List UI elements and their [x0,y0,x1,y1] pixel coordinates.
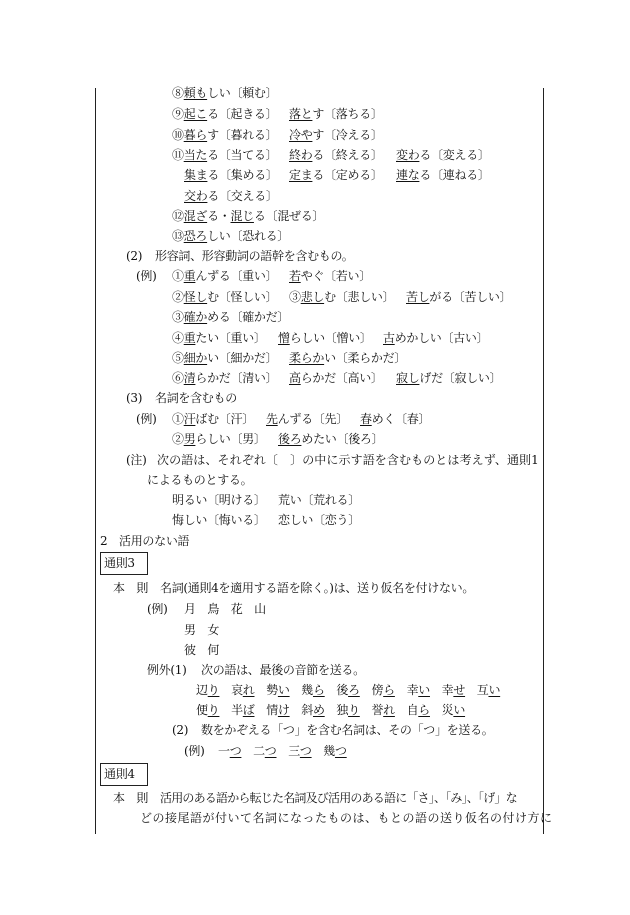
text-segment: ⑪ [172,148,184,162]
example-item [396,167,490,183]
underlined-segment: れ [383,703,395,717]
example-item [172,147,277,163]
underlined-segment: 細か [183,351,208,365]
example-item [406,289,511,305]
underlined-segment: 暮ら [183,128,208,142]
text-segment: ② [172,290,184,304]
text-segment: る〔集める〕 [207,168,278,182]
text-segment: い〔柔らかだ〕 [324,351,407,365]
underlined-segment: 変わ [396,148,420,162]
subsection-number: (3) [126,391,143,405]
note-word: 悔しい〔悔いる〕 [172,513,266,527]
underlined-segment: 落と [289,107,313,121]
text-segment: む〔怪しい〕 [207,290,278,304]
underlined-segment: い [418,683,430,697]
underlined-segment: 春 [360,412,372,426]
underlined-segment: り [207,703,220,717]
example-item [172,350,277,366]
main-rule-label: 本 則 [113,581,149,595]
underlined-segment: い [488,683,501,697]
exception-word [301,682,324,698]
exception-word [196,682,219,698]
note-word: 明るい〔明ける〕 [172,493,266,507]
example-label: (例) [136,269,157,283]
underlined-segment: 古 [383,331,395,345]
underlined-segment: ら [383,683,395,697]
exception-label: (2) [172,723,189,737]
text-segment: ばむ〔汗〕 [195,412,254,426]
text-segment: る〔当てる〕 [207,148,278,162]
example-item [172,127,277,143]
left-border-line [95,88,96,834]
example-item [172,268,277,284]
text-segment: 幸 [441,683,454,697]
example-item [289,350,406,366]
text-segment: がる〔苦しい〕 [429,290,512,304]
rule-title-box: 通則3 [100,552,148,575]
example-item [172,208,324,224]
underlined-segment: せ [453,683,466,697]
text-segment: げだ〔寂しい〕 [419,371,502,385]
example-item [172,228,289,244]
example-word-row [184,622,231,638]
exception-label: 例外(1) [147,663,187,677]
text-segment: 幸 [406,683,419,697]
example-label: (例) [147,602,168,616]
exception-word [196,702,219,718]
underlined-segment: ら [312,683,325,697]
text-segment: めく〔春〕 [371,412,431,426]
example-word: 女 [207,623,220,637]
underlined-segment: 怪し [183,290,208,304]
underlined-segment: ら [418,703,430,717]
example-item [172,411,254,427]
example-word: 彼 [184,643,196,657]
underlined-segment: い [277,683,290,697]
text-segment: ⑬ [172,229,184,243]
text-segment: やぐ〔若い〕 [300,269,371,283]
text-segment: る〔連ねる〕 [419,168,490,182]
exception-text: 次の語は、最後の音節を送る。 [201,663,365,677]
underlined-segment: 確か [183,310,208,324]
underlined-segment: 起こ [183,107,208,121]
text-segment: ③ [172,310,184,324]
note-word: 荒い〔荒れる〕 [278,493,360,507]
example-item [172,330,266,346]
underlined-segment: ば [242,703,255,717]
example-item [396,147,490,163]
underlined-segment: 定ま [289,168,313,182]
underlined-segment: 汗 [183,412,196,426]
text-segment: ⑧ [172,86,184,100]
text-segment: しい〔頼む〕 [207,86,278,100]
exception-word [371,702,394,718]
text-segment: る〔終える〕 [312,148,383,162]
text-segment: 自 [406,703,419,717]
exception-word [231,682,254,698]
counter-word [253,743,276,759]
exception-word [336,682,359,698]
example-word-row [184,601,278,617]
text-segment: る・ [207,209,231,223]
exception-text: 数をかぞえる「つ」を含む名詞は、その「つ」を送る。 [201,723,494,737]
example-item [289,147,383,163]
example-item [184,188,278,204]
underlined-segment: 交わ [184,189,208,203]
text-segment: 傍 [371,683,384,697]
text-segment: ① [172,412,184,426]
main-rule-label: 本 則 [113,791,149,805]
text-segment: ② [172,432,184,446]
text-segment: ⑥ [172,371,184,385]
underlined-segment: 連な [396,168,420,182]
underlined-segment: 柔らか [289,351,325,365]
text-segment: す〔落ちる〕 [312,107,383,121]
subsection-heading: 形容詞、形容動詞の語幹を含むもの。 [155,249,354,263]
example-item [289,127,383,143]
main-rule-text: 名詞(通則4を適用する語を除く。)は、送り仮名を付けない。 [160,581,475,595]
text-segment: んずる〔先〕 [277,412,348,426]
text-segment: ⑨ [172,107,184,121]
example-word: 男 [184,623,196,637]
example-item [172,431,266,447]
exception-word-row [218,743,358,759]
example-item [172,309,289,325]
exception-word [442,682,465,698]
text-segment: 後 [336,683,349,697]
underlined-segment: 混じ [230,209,254,223]
example-item [396,370,501,386]
exception-word [266,682,289,698]
text-segment: 哀 [231,683,243,697]
section-heading: 2 活用のない語 [100,534,190,548]
text-segment: 幾 [323,744,335,758]
subsection-heading: 名詞を含むもの [155,391,237,405]
text-segment: ④ [172,331,184,345]
exception-word [442,702,465,718]
underlined-segment: れ [242,683,255,697]
example-label: (例) [136,412,157,426]
example-word: 何 [207,643,220,657]
text-segment: 互 [476,683,489,697]
text-segment: ⑤ [172,351,184,365]
exception-word [407,682,430,698]
example-item [278,330,372,346]
example-item [172,85,277,101]
example-word: 花 [230,602,243,616]
underlined-segment: り [207,683,220,697]
example-item [172,370,277,386]
note-label: (注) [126,453,147,467]
text-segment: たい〔重い〕 [195,331,266,345]
exception-word [371,682,394,698]
underlined-segment: 悲し [300,290,325,304]
text-segment: らかだ〔高い〕 [300,371,383,385]
underlined-segment: 当た [183,148,208,162]
subsection-number: (2) [126,249,143,263]
exception-word [407,702,430,718]
underlined-segment: つ [299,744,312,758]
exception-word-row [196,702,477,718]
example-item [289,370,383,386]
underlined-segment: 苦し [406,290,430,304]
exception-word [266,702,289,718]
example-item [172,106,277,122]
underlined-segment: め [312,703,325,717]
text-segment: 災 [441,703,454,717]
underlined-segment: 清 [183,371,196,385]
exception-word [231,702,254,718]
underlined-segment: 後ろ [278,432,302,446]
text-segment: る〔起きる〕 [207,107,278,121]
underlined-segment: ろ [348,683,360,697]
text-segment: る〔交える〕 [207,189,278,203]
underlined-segment: つ [229,744,242,758]
example-word: 山 [254,602,266,616]
text-segment: い〔細かだ〕 [207,351,278,365]
text-segment: 勢 [266,683,278,697]
text-segment: 便 [196,703,208,717]
underlined-segment: 高 [289,371,301,385]
underlined-segment: け [277,703,290,717]
text-segment: めたい〔後ろ〕 [301,432,384,446]
text-segment: 二 [253,744,265,758]
example-item [172,289,277,305]
exception-word [301,702,324,718]
text-segment: る〔変える〕 [419,148,490,162]
text-segment: る〔定める〕 [312,168,383,182]
right-border-line [543,88,544,834]
underlined-segment: り [348,703,360,717]
text-segment: 独 [336,703,349,717]
example-item [289,167,383,183]
example-word: 月 [184,602,196,616]
underlined-segment: 終わ [289,148,313,162]
text-segment: らしい〔男〕 [195,432,266,446]
rule-title-box: 通則4 [100,763,148,786]
text-segment: む〔悲しい〕 [324,290,395,304]
underlined-segment: 男 [183,432,196,446]
example-item [289,268,371,284]
example-item [360,411,430,427]
example-label: (例) [184,744,205,758]
counter-word [323,743,346,759]
underlined-segment: 頼も [183,86,208,100]
text-segment: ① [172,269,184,283]
underlined-segment: つ [264,744,277,758]
underlined-segment: 若 [289,269,301,283]
text-segment: しい〔恐れる〕 [207,229,290,243]
main-rule-text: 活用のある語から転じた名詞及び活用のある語に「さ」、「み」、「げ」な [160,791,517,805]
text-segment: 半 [231,703,243,717]
underlined-segment: 重 [183,269,196,283]
underlined-segment: つ [334,744,347,758]
example-item [289,106,383,122]
underlined-segment: 集ま [184,168,208,182]
text-segment: ③ [289,290,301,304]
note-text-line: によるものとする。 [147,473,253,487]
text-segment: 幾 [301,683,313,697]
text-segment: す〔暮れる〕 [207,128,278,142]
text-segment: ⑩ [172,128,184,142]
text-segment: ⑫ [172,209,184,223]
underlined-segment: 先 [266,412,278,426]
exception-word-row [196,682,512,698]
underlined-segment: 冷や [289,128,313,142]
counter-word [218,743,241,759]
example-item [289,289,394,305]
example-item [278,431,383,447]
example-item [383,330,488,346]
example-word-row [184,642,231,658]
text-segment: める〔確かだ〕 [207,310,290,324]
text-segment: 情 [266,703,278,717]
exception-word [477,682,500,698]
text-segment: 辺 [196,683,208,697]
underlined-segment: 憎 [278,331,290,345]
text-segment: 一 [218,744,230,758]
exception-word [336,702,359,718]
example-item [184,167,278,183]
text-segment: めかしい〔古い〕 [394,331,489,345]
text-segment: らしい〔憎い〕 [289,331,372,345]
underlined-segment: 寂し [396,371,420,385]
text-segment: る〔混ぜる〕 [253,209,325,223]
underlined-segment: 混ざ [183,209,208,223]
main-rule-text: どの接尾語が付いて名詞になったものは、もとの語の送り仮名の付け方に [140,811,553,825]
text-segment: 斜 [301,703,313,717]
text-segment: 三 [288,744,300,758]
underlined-segment: い [453,703,466,717]
example-word: 鳥 [207,602,220,616]
text-segment: 誉 [371,703,384,717]
underlined-segment: 重 [183,331,196,345]
text-segment: らかだ〔清い〕 [195,371,278,385]
note-word: 恋しい〔恋う〕 [278,513,360,527]
text-segment: んずる〔重い〕 [195,269,278,283]
note-text-line: 次の語は、それぞれ〔 〕の中に示す語を含むものとは考えず、通則1 [157,453,539,467]
underlined-segment: 恐ろ [183,229,208,243]
example-item [266,411,348,427]
counter-word [288,743,311,759]
text-segment: す〔冷える〕 [312,128,383,142]
